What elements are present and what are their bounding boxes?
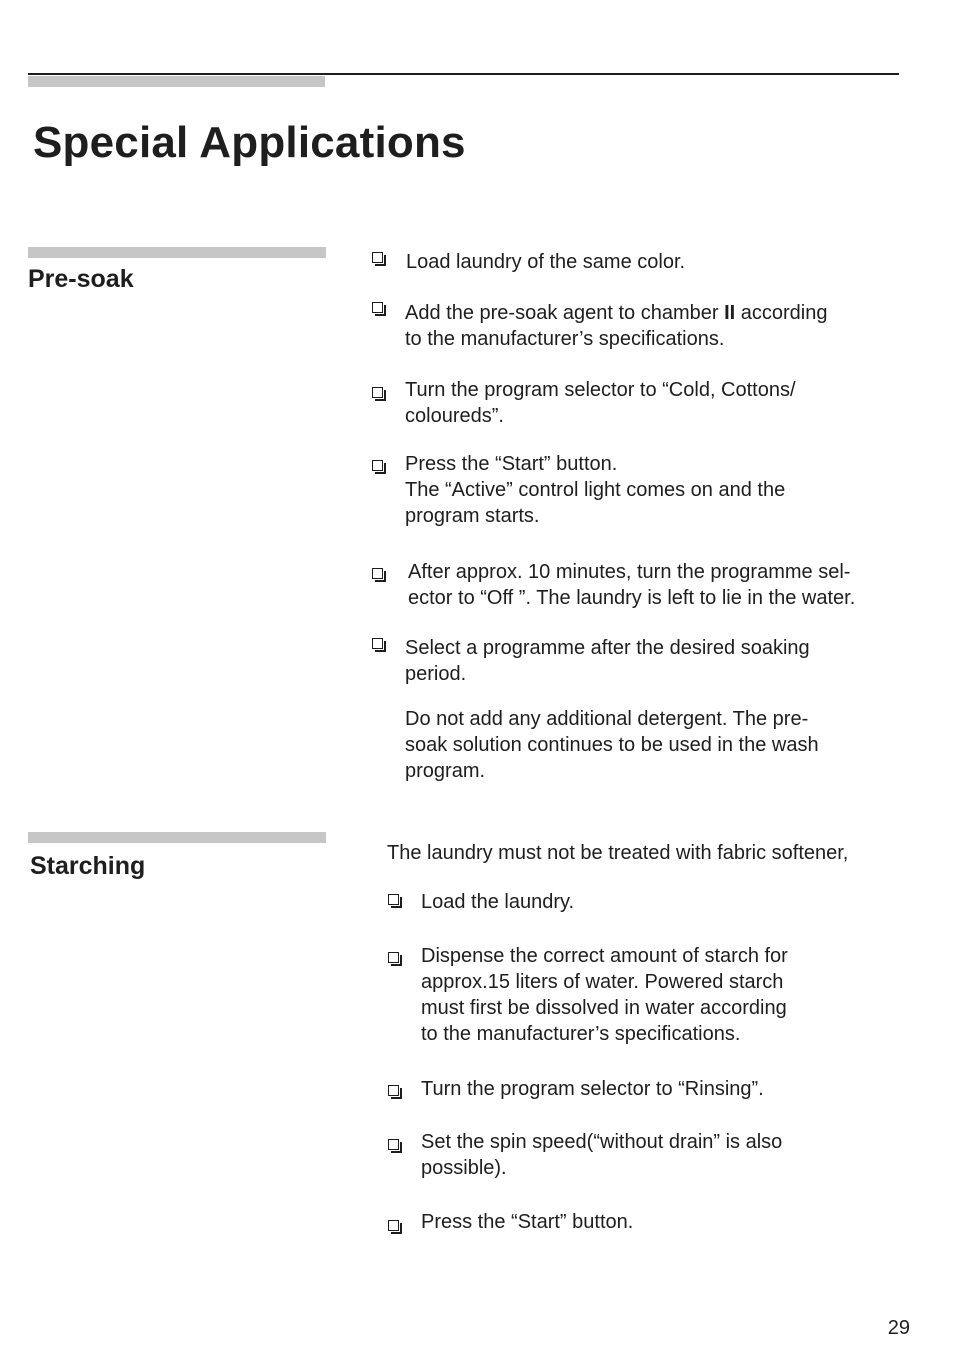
checkbox-icon xyxy=(372,638,383,649)
starching-step-3: Turn the program selector to “Rinsing”. xyxy=(421,1078,764,1100)
checkbox-icon xyxy=(372,568,383,579)
checkbox-icon xyxy=(372,302,383,313)
presoak-step-5: After approx. 10 minutes, turn the programme sel- ector to “Off ”. The laundry is left to lie in the water. xyxy=(408,561,856,609)
starching-step-5: Press the “Start” button. xyxy=(421,1211,634,1233)
presoak-note: Do not add any additional detergent. The pre- soak solution continues to be used in the wash program. xyxy=(405,708,819,782)
checkbox-icon xyxy=(388,952,399,963)
presoak-step-4: Press the “Start” button. The “Active” control light comes on and the program starts. xyxy=(405,453,786,527)
checkbox-icon xyxy=(372,460,383,471)
starching-intro: The laundry must not be treated with fabric softener, xyxy=(387,842,849,864)
page-title: Special Applications xyxy=(33,118,466,167)
starching-heading: Starching xyxy=(30,852,146,880)
checkbox-icon xyxy=(372,387,383,398)
checkbox-icon xyxy=(388,1220,399,1231)
starching-step-1: Load the laundry. xyxy=(421,891,575,913)
presoak-step-2: Add the pre-soak agent to chamber II according to the manufacturer’s specifications. xyxy=(405,302,828,350)
presoak-section-bar xyxy=(28,247,326,258)
starching-section-bar xyxy=(28,832,326,843)
page-number: 29 xyxy=(887,1317,910,1339)
starching-step-4: Set the spin speed(“without drain” is also possible). xyxy=(421,1131,783,1179)
header-rule xyxy=(28,73,899,75)
presoak-heading: Pre-soak xyxy=(28,265,134,293)
checkbox-icon xyxy=(388,1139,399,1150)
starching-step-2: Dispense the correct amount of starch for approx.15 liters of water. Powered starch must first be dissolved in water according to the manufacturer’s specifications. xyxy=(421,945,788,1045)
checkbox-icon xyxy=(372,252,383,263)
presoak-step-3: Turn the program selector to “Cold, Cottons/ coloureds”. xyxy=(405,379,796,427)
presoak-step-1: Load laundry of the same color. xyxy=(406,251,686,273)
presoak-step-6: Select a programme after the desired soaking period. xyxy=(405,637,810,685)
checkbox-icon xyxy=(388,894,399,905)
header-gray-bar xyxy=(28,76,325,87)
checkbox-icon xyxy=(388,1085,399,1096)
